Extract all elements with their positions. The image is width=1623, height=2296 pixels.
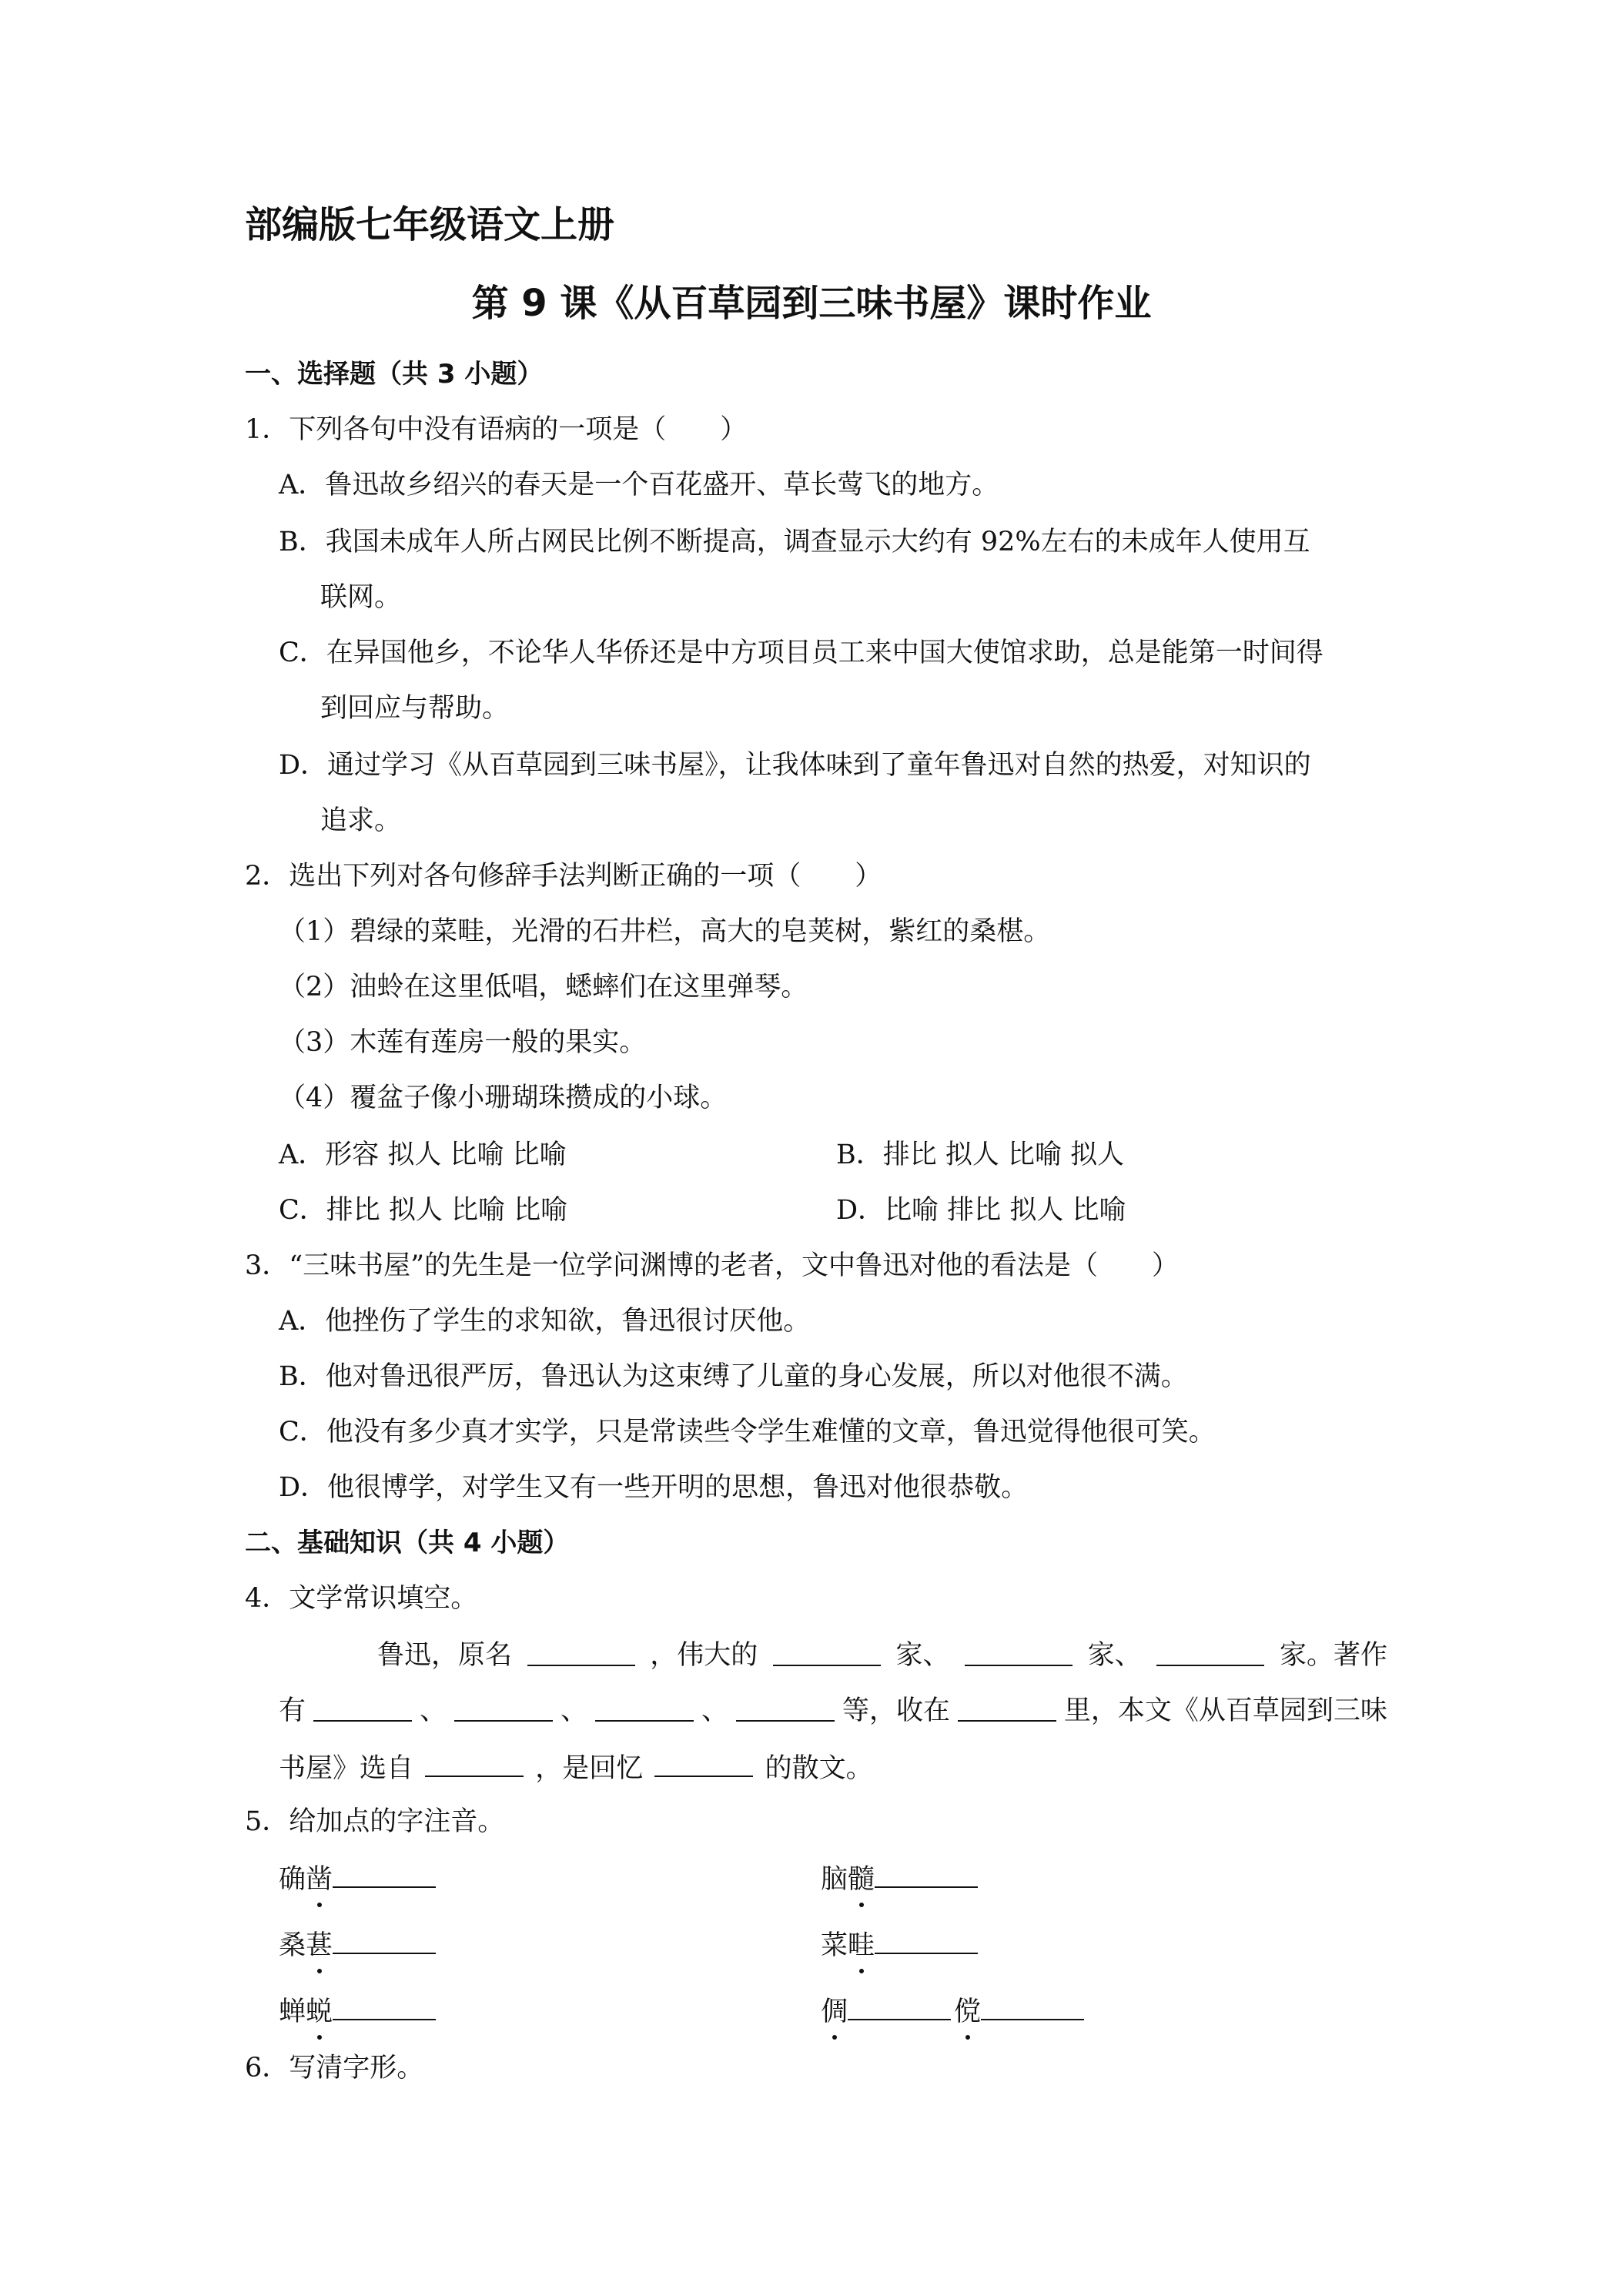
- pinyin-item: [821, 1991, 1087, 2030]
- q4-text: 家。著作: [1279, 1640, 1387, 1671]
- pinyin-blank[interactable]: [848, 1991, 951, 2020]
- pinyin-blank[interactable]: [333, 1859, 436, 1888]
- fill-blank[interactable]: [595, 1692, 694, 1722]
- q4-text: 、: [560, 1695, 587, 1726]
- q1-option-b: B．我国未成年人所占网民比例不断提高，调查显示大约有 92%左右的未成年人使用互: [279, 527, 1310, 557]
- pinyin-item: [821, 1859, 981, 1898]
- q4-text: 等，收在: [842, 1695, 950, 1726]
- q4-text: ，是回忆: [535, 1753, 644, 1784]
- pinyin-item: [279, 1991, 439, 2030]
- character: 确: [279, 1864, 306, 1895]
- fill-blank[interactable]: [654, 1748, 753, 1777]
- question-4-stem: 4．文学常识填空。: [245, 1583, 478, 1614]
- q1-option-a: A．鲁迅故乡绍兴的春天是一个百花盛开、草长莺飞的地方。: [279, 470, 999, 500]
- q2-option-a: A．形容 拟人 比喻 比喻: [279, 1140, 567, 1170]
- q1-option-c: C．在异国他乡，不论华人华侨还是中方项目员工来中国大使馆求助，总是能第一时间得: [279, 638, 1323, 668]
- character: 脑: [821, 1864, 848, 1895]
- page-title: 部编版七年级语文上册: [245, 203, 615, 246]
- dotted-character: 凿: [306, 1861, 333, 1898]
- question-5-stem: 5．给加点的字注音。: [245, 1806, 505, 1837]
- q2-sentence-2: （2）油蛉在这里低唱，蟋蟀们在这里弹琴。: [279, 972, 808, 1002]
- q4-text: 书屋》选自: [279, 1753, 414, 1784]
- dotted-character: 葚: [306, 1927, 333, 1964]
- dotted-character: 倜: [821, 1993, 848, 2030]
- fill-blank[interactable]: [313, 1692, 412, 1722]
- pinyin-item: [279, 1859, 439, 1898]
- q1-option-d: D．通过学习《从百草园到三味书屋》，让我体味到了童年鲁迅对自然的热爱，对知识的: [279, 750, 1311, 781]
- fill-blank[interactable]: [1156, 1637, 1264, 1666]
- q1-option-c-cont: 到回应与帮助。: [320, 693, 510, 724]
- q2-sentence-1: （1）碧绿的菜畦，光滑的石井栏，高大的皂荚树，紫红的桑椹。: [279, 916, 1051, 947]
- q3-option-a: A．他挫伤了学生的求知欲，鲁迅很讨厌他。: [279, 1306, 811, 1337]
- q2-sentence-4: （4）覆盆子像小珊瑚珠攒成的小球。: [279, 1083, 728, 1113]
- section-heading-basics: 二、基础知识（共 4 小题）: [245, 1528, 570, 1558]
- q4-line-1: [377, 1637, 1387, 1674]
- q3-option-c: C．他没有多少真才实学，只是常读些令学生难懂的文章，鲁迅觉得他很可笑。: [279, 1417, 1216, 1448]
- pinyin-blank[interactable]: [875, 1859, 978, 1888]
- fill-blank[interactable]: [958, 1692, 1056, 1722]
- pinyin-blank[interactable]: [333, 1991, 436, 2020]
- pinyin-blank[interactable]: [981, 1991, 1084, 2020]
- question-1-stem: 1．下列各句中没有语病的一项是（ ）: [245, 414, 748, 445]
- q4-line-2: [279, 1692, 1387, 1729]
- q4-text: ，伟大的: [650, 1640, 758, 1671]
- dotted-character: 髓: [848, 1861, 875, 1898]
- q2-sentence-3: （3）木莲有莲房一般的果实。: [279, 1027, 647, 1058]
- fill-blank[interactable]: [773, 1637, 881, 1666]
- q3-option-b: B．他对鲁迅很严厉，鲁迅认为这束缚了儿童的身心发展，所以对他很不满。: [279, 1361, 1188, 1392]
- section-heading-choice: 一、选择题（共 3 小题）: [245, 359, 544, 390]
- pinyin-item: [279, 1925, 439, 1964]
- dotted-character: 畦: [848, 1927, 875, 1964]
- question-6-stem: 6．写清字形。: [245, 2053, 424, 2083]
- q4-text: 有: [279, 1695, 306, 1726]
- q1-option-b-cont: 联网。: [320, 582, 402, 613]
- question-3-stem: 3．“三味书屋”的先生是一位学问渊博的老者，文中鲁迅对他的看法是（ ）: [245, 1250, 1180, 1281]
- q2-option-b: B．排比 拟人 比喻 拟人: [836, 1140, 1125, 1170]
- pinyin-blank[interactable]: [333, 1925, 436, 1954]
- character: 桑: [279, 1930, 306, 1961]
- fill-blank[interactable]: [965, 1637, 1073, 1666]
- character: 蝉: [279, 1996, 306, 2027]
- q4-text: 家、: [1087, 1640, 1142, 1671]
- dotted-character: 傥: [954, 1993, 981, 2030]
- q3-option-d: D．他很博学，对学生又有一些开明的思想，鲁迅对他很恭敬。: [279, 1472, 1029, 1503]
- pinyin-blank[interactable]: [875, 1925, 978, 1954]
- fill-blank[interactable]: [454, 1692, 553, 1722]
- q4-text: 家、: [895, 1640, 950, 1671]
- fill-blank[interactable]: [736, 1692, 835, 1722]
- character: 菜: [821, 1930, 848, 1961]
- q4-text: 里，本文《从百草园到三味: [1063, 1695, 1387, 1726]
- q4-text: 、: [419, 1695, 447, 1726]
- q2-option-d: D．比喻 排比 拟人 比喻: [836, 1195, 1126, 1226]
- lesson-title: 第 9 课《从百草园到三味书屋》课时作业: [471, 282, 1152, 325]
- q2-option-c: C．排比 拟人 比喻 比喻: [279, 1195, 568, 1226]
- q4-text: 鲁迅，原名: [377, 1640, 513, 1671]
- q4-text: 、: [701, 1695, 728, 1726]
- fill-blank[interactable]: [527, 1637, 635, 1666]
- dotted-character: 蜕: [306, 1993, 333, 2030]
- q4-line-3: [279, 1748, 873, 1787]
- question-2-stem: 2．选出下列对各句修辞手法判断正确的一项（ ）: [245, 861, 882, 892]
- pinyin-item: [821, 1925, 981, 1964]
- q4-text: 的散文。: [765, 1753, 873, 1784]
- q1-option-d-cont: 追求。: [320, 805, 402, 836]
- fill-blank[interactable]: [425, 1748, 524, 1777]
